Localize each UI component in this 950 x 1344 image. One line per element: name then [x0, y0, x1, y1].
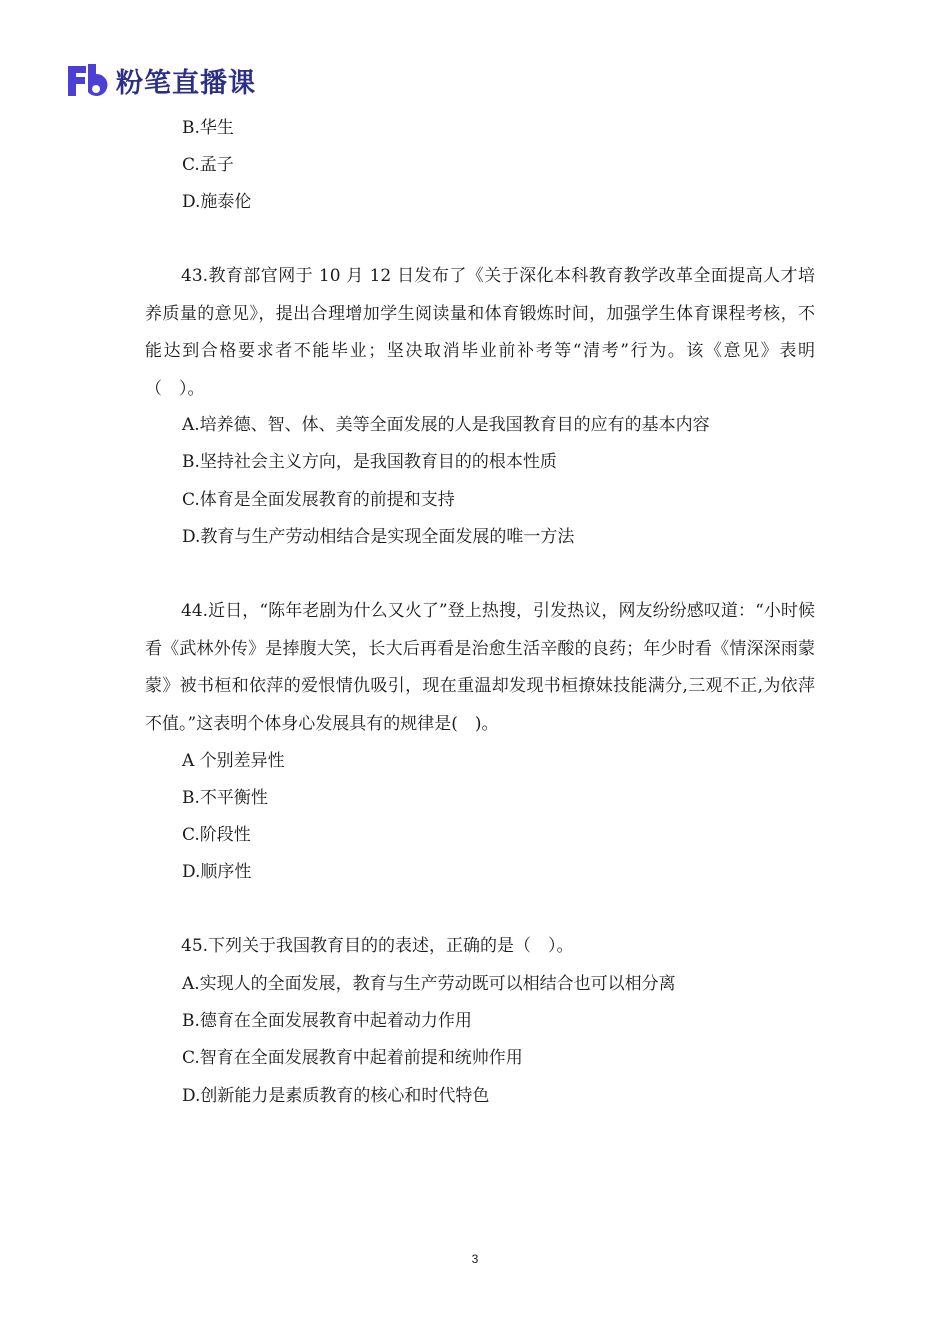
q43-option-b: B.坚持社会主义方向，是我国教育目的的根本性质 — [182, 452, 557, 472]
q43-option-a: A.培养德、智、体、美等全面发展的人是我国教育目的应有的基本内容 — [182, 415, 710, 435]
brand-logo — [66, 60, 256, 100]
option-b-prev: B.华生 — [182, 118, 234, 138]
q44-option-d: D.顺序性 — [182, 862, 252, 882]
question-44-stem: 44.近日，“陈年老剧为什么又火了”登上热搜，引发热议，网友纷纷感叹道：“小时候看《武林外传》是捧腹大笑，长大后再看是治愈生活辛酸的良药；年少时看《情深深雨蒙蒙》被书桓和依萍的爱恨情仇吸引，现在重温却发现书桓撩妹技能满分,三观不正,为依萍不值。”这表明个体身心发展具有的规律是( )。 — [145, 601, 815, 734]
q43-option-d: D.教育与生产劳动相结合是实现全面发展的唯一方法 — [182, 527, 575, 547]
question-43-stem: 43.教育部官网于 10 月 12 日发布了《关于深化本科教育教学改革全面提高人才培养质量的意见》，提出合理增加学生阅读量和体育锻炼时间，加强学生体育课程考核，不能达到合格要求者不能毕业；坚决取消毕业前补考等“清考”行为。该《意见》表明（ ）。 — [145, 266, 815, 399]
q45-option-d: D.创新能力是素质教育的核心和时代特色 — [182, 1086, 490, 1106]
option-d-prev: D.施泰伦 — [182, 192, 252, 212]
q43-option-c: C.体育是全面发展教育的前提和支持 — [182, 490, 455, 510]
q44-option-b: B.不平衡性 — [182, 788, 268, 808]
option-c-prev: C.孟子 — [182, 155, 234, 175]
question-45-stem: 45.下列关于我国教育目的的表述，正确的是（ ）。 — [181, 936, 574, 956]
brand-name: 粉笔直播课 — [116, 67, 256, 99]
q44-option-c: C.阶段性 — [182, 825, 251, 845]
q45-option-b: B.德育在全面发展教育中起着动力作用 — [182, 1011, 472, 1031]
q45-option-a: A.实现人的全面发展，教育与生产劳动既可以相结合也可以相分离 — [182, 974, 676, 994]
q45-option-c: C.智育在全面发展教育中起着前提和统帅作用 — [182, 1048, 523, 1068]
q44-option-a: A 个别差异性 — [182, 751, 285, 771]
page-number: 3 — [471, 1252, 479, 1266]
fb-logo-icon — [66, 60, 110, 100]
